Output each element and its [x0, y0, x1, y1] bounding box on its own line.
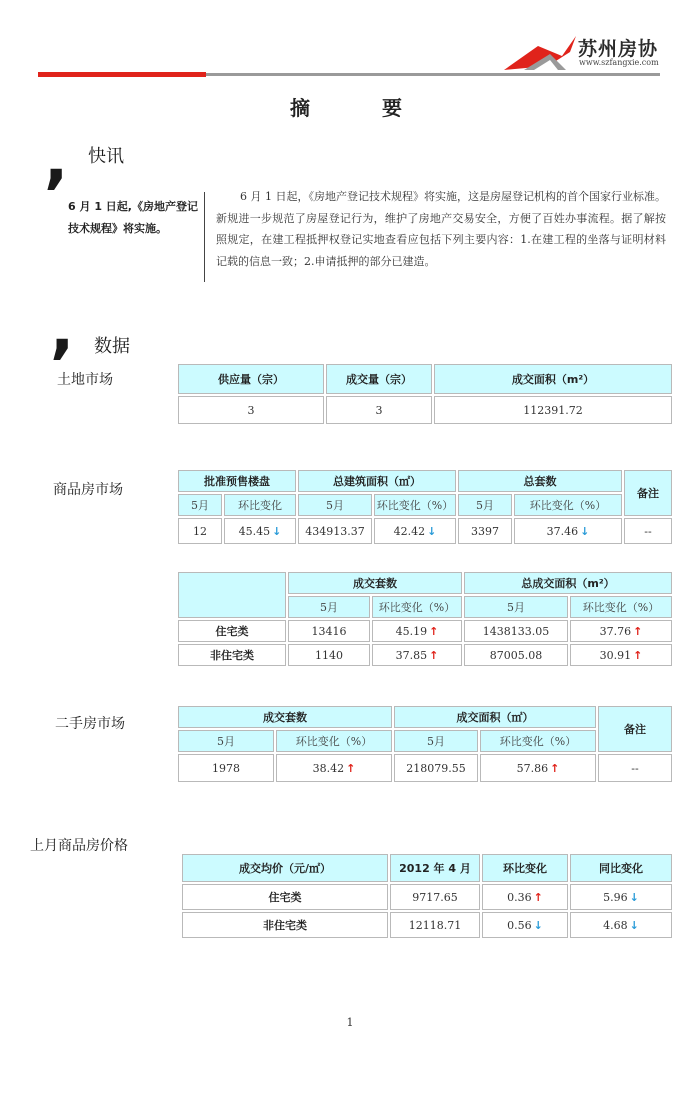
table-cell: 42.42 ↓: [374, 518, 456, 544]
table-header: 成交量（宗）: [326, 364, 432, 394]
table-header: 成交面积（m²）: [434, 364, 672, 394]
arrow-down-icon: ↓: [629, 890, 639, 904]
table-cell: --: [624, 518, 672, 544]
table-cell: 37.85 ↑: [372, 644, 462, 666]
table-cell: 9717.65: [390, 884, 480, 910]
prices-table: [180, 852, 674, 940]
page-title: 摘要: [290, 96, 474, 120]
table-subheader: 环比变化（%）: [514, 494, 622, 516]
table-cell: 112391.72: [434, 396, 672, 424]
commercial-market-label: 商品房市场: [53, 482, 123, 498]
arrow-up-icon: ↑: [633, 624, 643, 638]
table-cell: 4.68 ↓: [570, 912, 672, 938]
table-cell: 0.36 ↑: [482, 884, 568, 910]
table-header: 批准预售楼盘: [178, 470, 296, 492]
table-header: 成交均价（元/㎡）: [182, 854, 388, 882]
table-header: 环比变化: [482, 854, 568, 882]
org-name: 苏州房协: [578, 38, 659, 60]
arrow-down-icon: ↓: [272, 524, 282, 538]
table-subheader: 环比变化（%）: [374, 494, 456, 516]
table-cell: 3: [326, 396, 432, 424]
row-header: 非住宅类: [178, 644, 286, 666]
table-corner: [178, 572, 286, 618]
land-market-label: 土地市场: [57, 372, 113, 388]
table-cell: --: [598, 754, 672, 782]
table-subheader: 环比变化: [224, 494, 296, 516]
table-cell: 45.45 ↓: [224, 518, 296, 544]
news-body: 6 月 1 日起，《房地产登记技术规程》将实施，这是房屋登记机构的首个国家行业标准。新规进一步规范了房屋登记行为，维护了房地产交易安全，方便了百姓办事流程。据了解按照规定，在建工程抵押权登记实地查看应包括下列主要内容：1.在建工程的坐落与证明材料记载的信息一致；2.申请抵押的部分已建造。: [216, 190, 666, 268]
commercial-market-table: [176, 468, 674, 546]
table-subheader: 5月: [298, 494, 372, 516]
row-header: 非住宅类: [182, 912, 388, 938]
table-header: 总建筑面积（㎡）: [298, 470, 456, 492]
table-subheader: 5月: [464, 596, 568, 618]
table-cell: 5.96 ↓: [570, 884, 672, 910]
table-cell: 38.42 ↑: [276, 754, 392, 782]
data-section-title: 数据: [94, 336, 130, 357]
table-subheader: 环比变化（%）: [276, 730, 392, 752]
table-cell: 1438133.05: [464, 620, 568, 642]
arrow-up-icon: ↑: [633, 648, 643, 662]
table-cell: 87005.08: [464, 644, 568, 666]
news-section-title: 快讯: [88, 146, 124, 167]
arrow-up-icon: ↑: [550, 761, 560, 775]
commercial-deals-table: [176, 570, 674, 668]
table-cell: 434913.37: [298, 518, 372, 544]
arrow-down-icon: ↓: [533, 918, 543, 932]
secondhand-market-table: [176, 704, 674, 784]
org-url: www.szfangxie.com: [579, 58, 659, 67]
quote-mark-icon: ,: [50, 293, 75, 367]
table-cell: 3: [178, 396, 324, 424]
table-cell: 12118.71: [390, 912, 480, 938]
table-header: 备注: [624, 470, 672, 516]
table-header: 总套数: [458, 470, 622, 492]
table-header: 成交面积（㎡）: [394, 706, 596, 728]
land-market-table: [176, 362, 674, 426]
arrow-up-icon: ↑: [533, 890, 543, 904]
table-cell: 1978: [178, 754, 274, 782]
table-header: 供应量（宗）: [178, 364, 324, 394]
secondhand-market-label: 二手房市场: [55, 716, 125, 732]
news-divider: [204, 192, 205, 282]
table-header: 同比变化: [570, 854, 672, 882]
table-header: 总成交面积（m²）: [464, 572, 672, 594]
table-cell: 37.76 ↑: [570, 620, 672, 642]
table-header: 成交套数: [288, 572, 462, 594]
prices-label: 上月商品房价格: [30, 838, 128, 854]
header-divider-red: [38, 72, 206, 77]
news-headline: 6 月 1 日起,《房地产登记技术规程》将实施。: [68, 200, 198, 235]
arrow-up-icon: ↑: [429, 624, 439, 638]
table-subheader: 5月: [178, 494, 222, 516]
header-divider-gray: [206, 73, 660, 76]
table-header: 备注: [598, 706, 672, 752]
table-cell: 1140: [288, 644, 370, 666]
table-cell: 12: [178, 518, 222, 544]
table-subheader: 环比变化（%）: [570, 596, 672, 618]
table-header: 成交套数: [178, 706, 392, 728]
table-cell: 13416: [288, 620, 370, 642]
table-subheader: 5月: [394, 730, 478, 752]
table-cell: 0.56 ↓: [482, 912, 568, 938]
table-cell: 30.91 ↑: [570, 644, 672, 666]
table-subheader: 5月: [458, 494, 512, 516]
arrow-down-icon: ↓: [427, 524, 437, 538]
arrow-up-icon: ↑: [346, 761, 356, 775]
table-subheader: 5月: [288, 596, 370, 618]
arrow-up-icon: ↑: [429, 648, 439, 662]
quote-mark-icon: ,: [44, 123, 69, 197]
table-cell: 37.46 ↓: [514, 518, 622, 544]
page-number: 1: [346, 1016, 354, 1029]
table-header: 2012 年 4 月: [390, 854, 480, 882]
table-cell: 45.19 ↑: [372, 620, 462, 642]
table-cell: 218079.55: [394, 754, 478, 782]
table-subheader: 环比变化（%）: [480, 730, 596, 752]
table-subheader: 5月: [178, 730, 274, 752]
row-header: 住宅类: [182, 884, 388, 910]
table-subheader: 环比变化（%）: [372, 596, 462, 618]
arrow-down-icon: ↓: [580, 524, 590, 538]
table-cell: 3397: [458, 518, 512, 544]
row-header: 住宅类: [178, 620, 286, 642]
arrow-down-icon: ↓: [629, 918, 639, 932]
table-cell: 57.86 ↑: [480, 754, 596, 782]
